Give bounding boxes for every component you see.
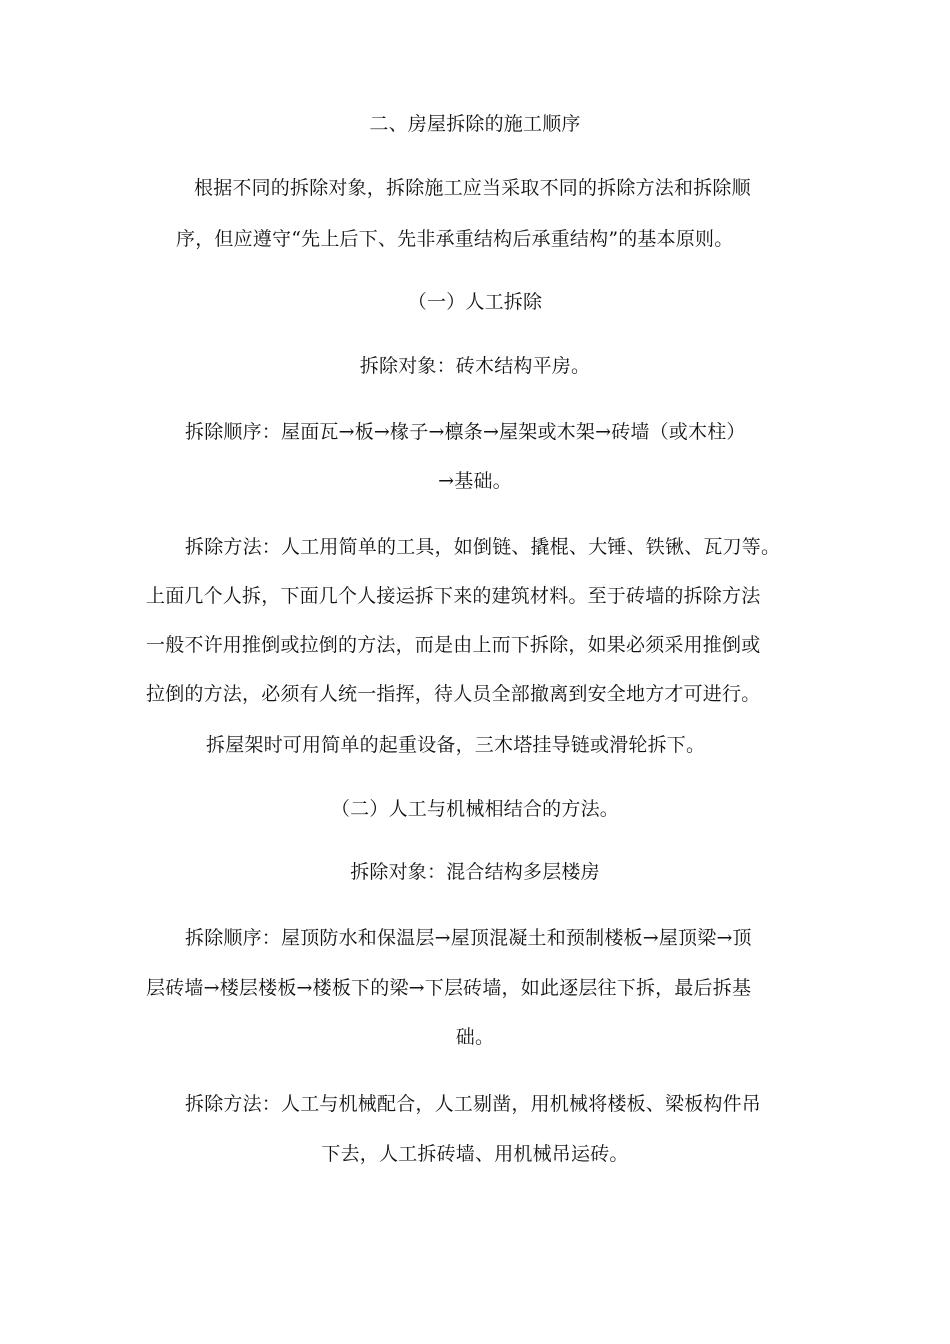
part1-method-line-3: 一般不许用推倒或拉倒的方法，而是由上而下拆除，如果必须采用推倒或 (146, 634, 761, 656)
section-heading: 二、房屋拆除的施工顺序 (369, 113, 581, 135)
part1-order-line-2: →基础。 (438, 470, 512, 492)
part1-method-line-1: 拆除方法：人工用简单的工具，如倒链、撬棍、大锤、铁锹、瓦刀等。 (185, 536, 781, 558)
part1-object: 拆除对象：砖木结构平房。 (359, 355, 591, 377)
intro-line-1: 根据不同的拆除对象，拆除施工应当采取不同的拆除方法和拆除顺 (194, 177, 751, 199)
part2-method-line-1: 拆除方法：人工与机械配合，人工剔凿，用机械将楼板、梁板构件吊 (185, 1093, 762, 1115)
part1-method-line-5: 拆屋架时可用简单的起重设备，三木塔挂导链或滑轮拆下。 (206, 734, 706, 756)
part2-method-line-2: 下去，人工拆砖墙、用机械吊运砖。 (321, 1143, 629, 1165)
part2-heading: （二）人工与机械相结合的方法。 (330, 798, 619, 820)
part1-order-line-1: 拆除顺序：屋面瓦→板→椽子→檩条→屋架或木架→砖墙（或木柱） (185, 421, 746, 443)
part2-order-line-3: 础。 (455, 1026, 495, 1048)
part1-heading: （一）人工拆除 (407, 291, 543, 313)
part2-object: 拆除对象：混合结构多层楼房 (350, 861, 600, 883)
part2-order-line-1: 拆除顺序：屋顶防水和保温层→屋顶混凝土和预制楼板→屋顶梁→顶 (185, 927, 752, 949)
intro-line-2: 序，但应遵守“先上后下、先非承重结构后承重结构”的基本原则。 (176, 228, 734, 250)
part2-order-line-2: 层砖墙→楼层楼板→楼板下的梁→下层砖墙，如此逐层往下拆，最后拆基 (146, 977, 752, 999)
part1-method-line-4: 拉倒的方法，必须有人统一指挥，待人员全部撤离到安全地方才可进行。 (146, 683, 761, 705)
part1-method-line-2: 上面几个人拆，下面几个人接运拆下来的建筑材料。至于砖墙的拆除方法 (146, 585, 761, 607)
